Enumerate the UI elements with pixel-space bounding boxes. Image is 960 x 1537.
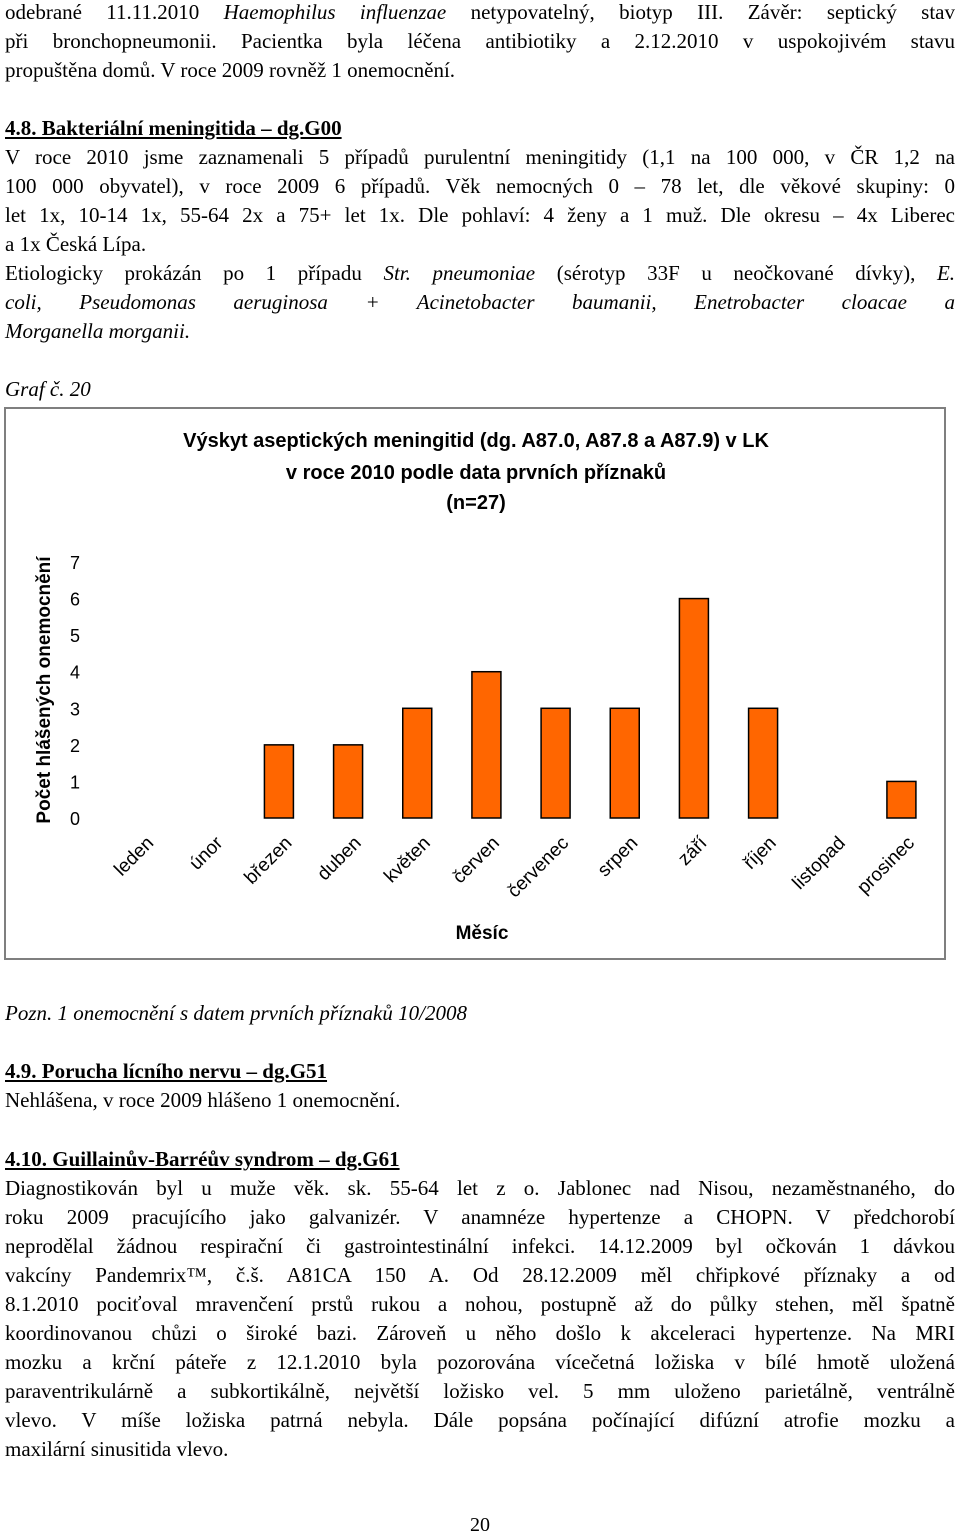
x-tick-label: listopad [788, 832, 850, 894]
y-axis-label: Počet hlášených onemocnění [34, 556, 55, 824]
section-heading-4-8: 4.8. Bakteriální meningitida – dg.G00 [5, 116, 342, 140]
s48-line-2: 100 000 obyvatel), v roce 2009 6 případů. Věk nemocných 0 – 78 let, dle věkové skupiny: 0 [5, 174, 955, 198]
bar-duben [334, 745, 363, 818]
s48-text: (sérotyp 33F u neočkované dívky), [535, 261, 937, 285]
x-tick-label: leden [110, 832, 159, 881]
s410-line-10: maxilární sinusitida vlevo. [5, 1437, 229, 1461]
chart-container [4, 407, 946, 960]
s410-line-4: vakcíny Pandemrix™, č.š. A81CA 150 A. Od 28.12.2009 měl chřipkové příznaky a od [5, 1263, 955, 1287]
s48-line-3: let 1x, 10-14 1x, 55-64 2x a 75+ let 1x. Dle pohlaví: 4 ženy a 1 muž. Dle okresu – 4x Liberec [5, 203, 955, 227]
y-tick-label: 5 [69, 626, 80, 647]
y-tick-label: 1 [69, 772, 80, 793]
page-number: 20 [470, 1514, 490, 1536]
section-heading-4-9: 4.9. Porucha lícního nervu – dg.G51 [5, 1059, 328, 1083]
y-tick-label: 7 [69, 553, 80, 573]
s410-line-7: mozku a krční páteře z 12.1.2010 byla pozorována vícečetná ložiska v bílé hmotě uložená [5, 1350, 955, 1374]
s48-line-6: coli, Pseudomonas aeruginosa + Acinetobacter baumanii, Enetrobacter cloacae a [5, 290, 955, 314]
s48-line-5 [5, 261, 955, 285]
chart-note: Pozn. 1 onemocnění s datem prvních příznaků 10/2008 [5, 1001, 467, 1025]
x-tick-label: březen [240, 832, 297, 889]
bar-říjen [749, 708, 778, 818]
y-tick-label: 0 [69, 809, 80, 829]
species-name: pneumoniae [432, 261, 536, 285]
y-tick-label: 4 [69, 662, 80, 683]
x-tick-label: červen [448, 832, 504, 888]
x-tick-label: únor [185, 832, 228, 875]
bar-červenec [541, 708, 570, 818]
species-name: E. [936, 261, 956, 285]
section-heading-4-10: 4.10. Guillainův-Barréův syndrom – dg.G61 [5, 1147, 400, 1171]
x-tick-label: duben [313, 832, 366, 885]
intro-line-3: propuštěna domů. V roce 2009 rovněž 1 onemocnění. [5, 58, 456, 82]
intro-line-1 [5, 0, 955, 24]
y-tick-label: 2 [69, 735, 80, 756]
species-name: Str. [383, 261, 411, 285]
s48-text: Etiologicky prokázán po 1 případu [5, 261, 384, 285]
x-tick-label: květen [380, 832, 435, 888]
x-axis-label: Měsíc [455, 923, 509, 944]
x-tick-label: prosinec [853, 832, 919, 899]
graph-caption: Graf č. 20 [5, 377, 91, 401]
bar-květen [403, 708, 432, 818]
intro-text: netypovatelný, biotyp III. Závěr: septický stav [446, 0, 955, 24]
x-tick-label: srpen [593, 832, 643, 882]
s410-line-8: paraventrikulárně a subkortikálně, největší ložisko vel. 5 mm uloženo parietálně, ventrálně [5, 1379, 955, 1403]
bar-prosinec [887, 781, 916, 818]
s49-line-1: Nehlášena, v roce 2009 hlášeno 1 onemocnění. [5, 1088, 401, 1112]
intro-text: odebrané 11.11.2010 [5, 0, 224, 24]
species-name: Haemophilus influenzae [223, 0, 447, 24]
s48-line-7: Morganella morganii. [5, 319, 191, 343]
x-tick-label: říjen [739, 832, 781, 874]
s48-line-4: a 1x Česká Lípa. [5, 232, 147, 256]
s410-line-3: neprodělal žádnou respirační či gastrointestinální infekci. 14.12.2009 byl očkován 1 dávkou [5, 1234, 955, 1258]
bar-březen [264, 745, 293, 818]
s48-text [411, 261, 433, 285]
x-tick-label: září [674, 832, 712, 870]
bar-září [679, 599, 708, 818]
s410-line-5: 8.1.2010 pociťoval mravenčení prstů rukou a nohou, postupně až do půlky stehen, měl špatně [5, 1292, 955, 1316]
intro-line-2: při bronchopneumonii. Pacientka byla léčena antibiotiky a 2.12.2010 v uspokojivém stavu [5, 29, 955, 53]
bar-srpen [610, 708, 639, 818]
chart-title-line-2: v roce 2010 podle data prvních příznaků [285, 462, 667, 484]
y-tick-label: 3 [69, 699, 80, 720]
s410-line-1: Diagnostikován byl u muže věk. sk. 55-64 let z o. Jablonec nad Nisou, nezaměstnaného, do [5, 1176, 955, 1200]
s48-line-1: V roce 2010 jsme zaznamenali 5 případů purulentní meningitidy (1,1 na 100 000, v ČR 1,2 na [5, 145, 955, 169]
chart-title-line-3: (n=27) [446, 492, 506, 514]
bar-chart [6, 409, 944, 958]
s410-line-6: koordinovanou chůzi o široké bazi. Zároveň u něho došlo k akceleraci hypertenze. Na MRI [5, 1321, 955, 1345]
s410-line-9: vlevo. V míše ložiska patrná nebyla. Dále popsána počínající difúzní atrofie mozku a [5, 1408, 955, 1432]
s410-line-2: roku 2009 pracujícího jako galvanizér. V anamnéze hypertenze a CHOPN. V předchorobí [5, 1205, 955, 1229]
y-tick-label: 6 [69, 589, 80, 610]
chart-title-line-1: Výskyt aseptických meningitid (dg. A87.0, A87.8 a A87.9) v LK [183, 430, 769, 452]
x-tick-label: červenec [503, 832, 574, 903]
bar-červen [472, 672, 501, 818]
